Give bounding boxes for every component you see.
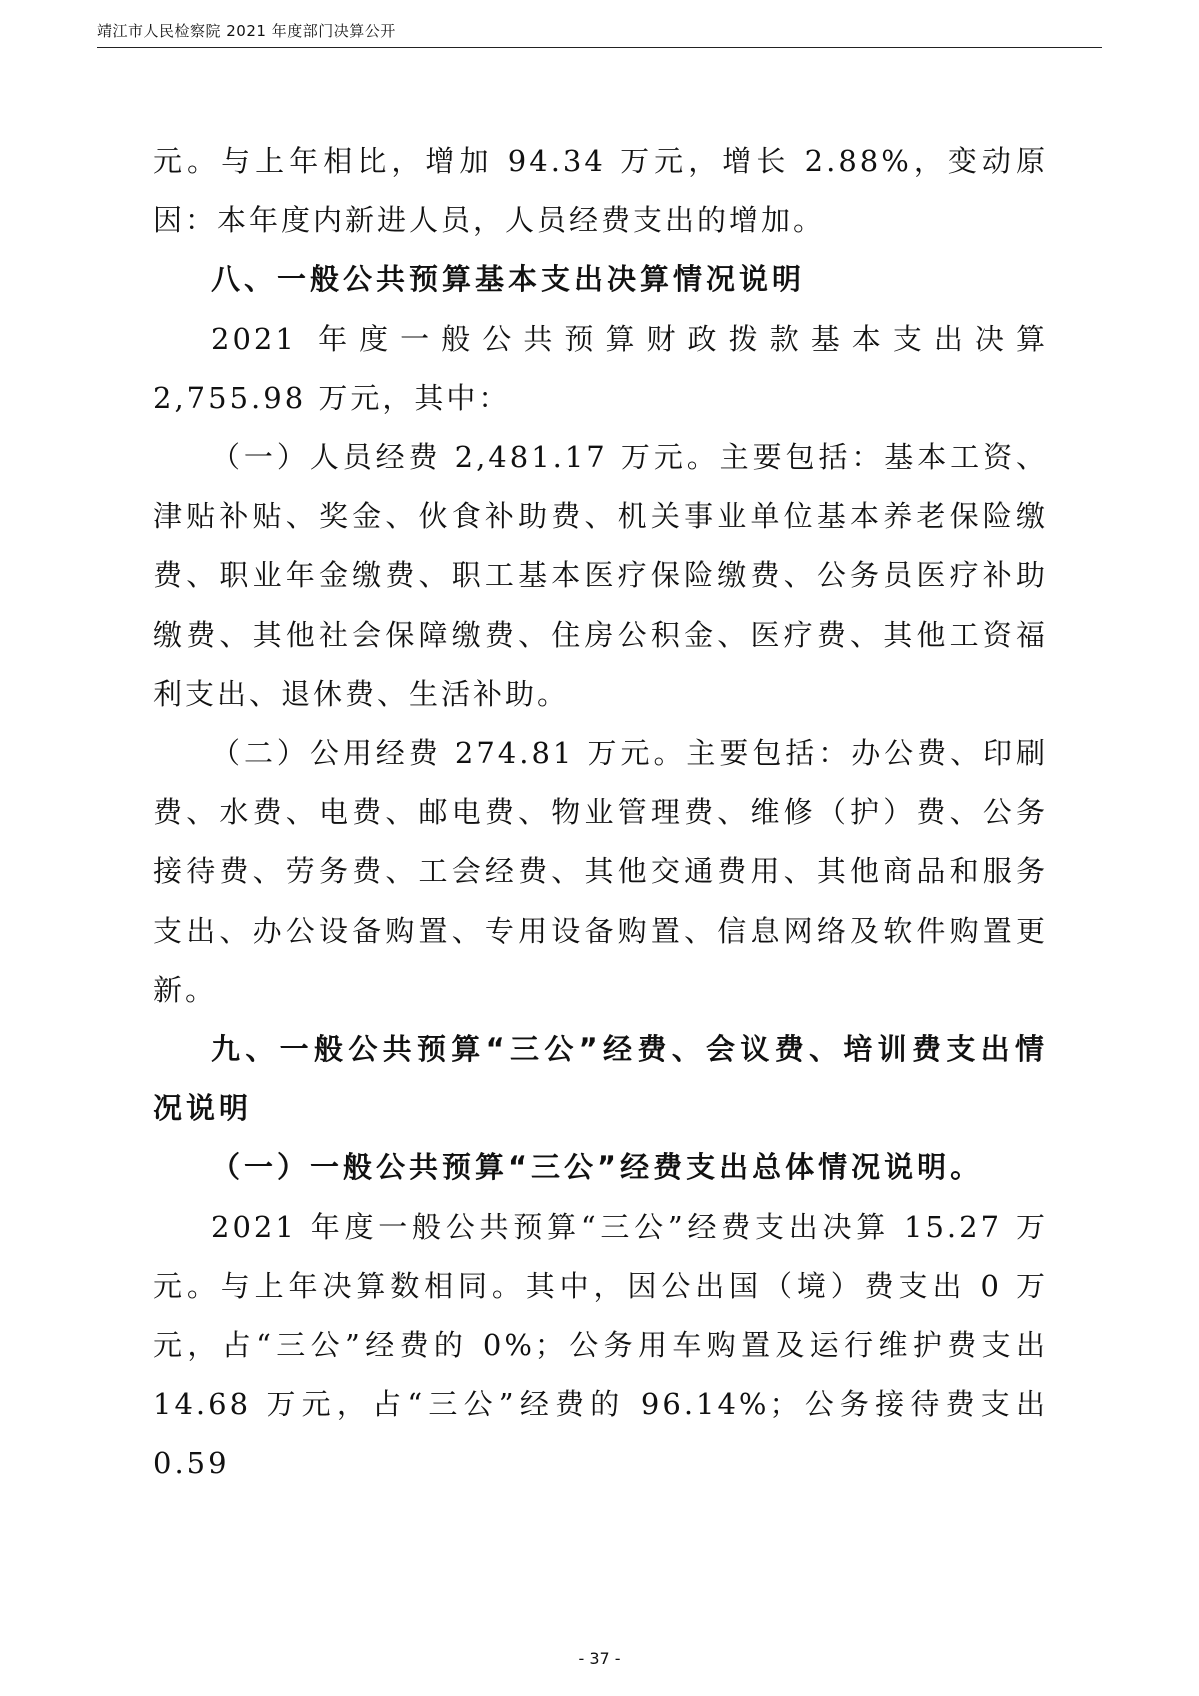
paragraph-public-expenses: （二）公用经费 274.81 万元。主要包括：办公费、印刷费、水费、电费、邮电费、物业管理费、维修（护）费、公务接待费、劳务费、工会经费、其他交通费用、其他商品和服务支出、办公设备购置、专用设备购置、信息网络及软件购置更新。 (153, 736, 1048, 1007)
header-divider (97, 47, 1102, 48)
page-number: - 37 - (578, 1649, 621, 1668)
paragraph-three-public-expenses: 2021 年度一般公共预算“三公”经费支出决算 15.27 万元。与上年决算数相同。其中，因公出国（境）费支出 0 万元，占“三公”经费的 0%；公务用车购置及运行维护费支出 14.68 万元，占“三公”经费的 96.14%；公务接待费支出 0.59 (153, 1209, 1048, 1481)
document-body (153, 132, 1048, 1494)
section-heading-8: 八、一般公共预算基本支出决算情况说明 (211, 262, 806, 297)
paragraph-change-reason: 元。与上年相比，增加 94.34 万元，增长 2.88%，变动原因：本年度内新进人员，人员经费支出的增加。 (153, 144, 1048, 238)
paragraph-basic-expenditure: 2021 年度一般公共预算财政拨款基本支出决算 2,755.98 万元，其中： (153, 321, 1048, 415)
page-header: 靖江市人民检察院 2021 年度部门决算公开 (97, 22, 396, 40)
paragraph-personnel-expenses: （一）人员经费 2,481.17 万元。主要包括：基本工资、津贴补贴、奖金、伙食补助费、机关事业单位基本养老保险缴费、职业年金缴费、职工基本医疗保险缴费、公务员医疗补助缴费、其他社会保障缴费、住房公积金、医疗费、其他工资福利支出、退休费、生活补助。 (153, 440, 1048, 711)
section-heading-9: 九、一般公共预算“三公”经费、会议费、培训费支出情况说明 (153, 1032, 1048, 1126)
subsection-heading-9-1: （一）一般公共预算“三公”经费支出总体情况说明。 (211, 1150, 984, 1185)
